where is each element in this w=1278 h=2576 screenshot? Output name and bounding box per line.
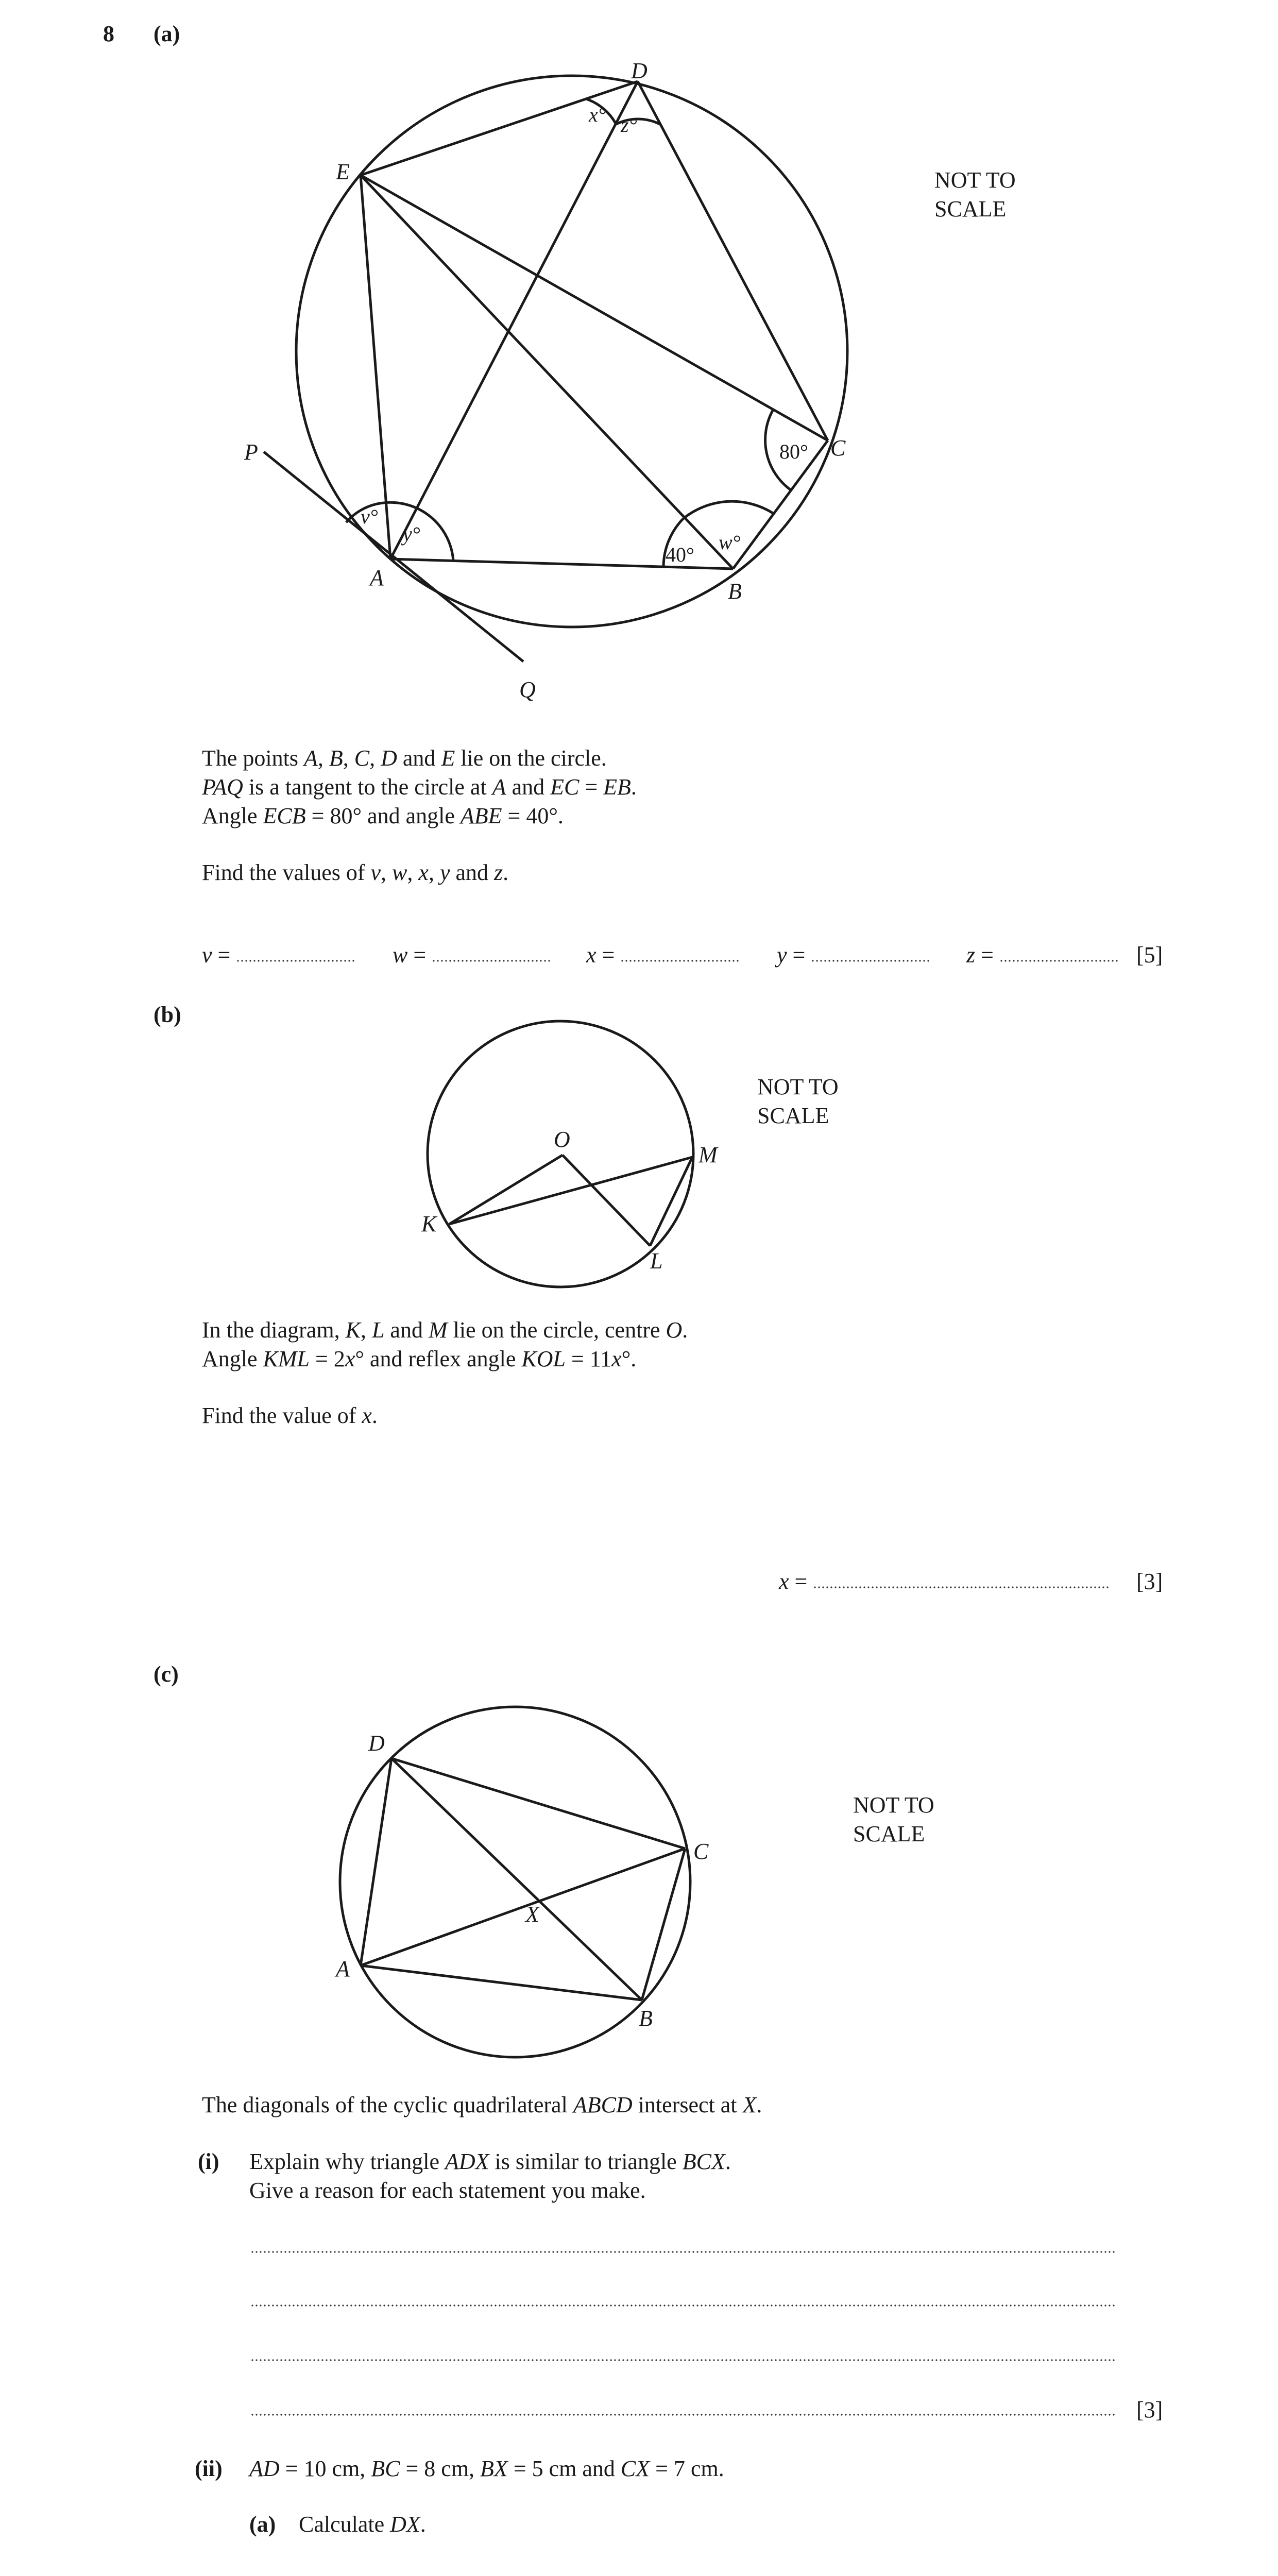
point-m: M (698, 1142, 718, 1167)
question-number: 8 (103, 21, 114, 46)
angle-w-label: w° (719, 531, 741, 554)
point-c-c: C (693, 1839, 709, 1864)
part-a-line3: Angle ECB = 80° and angle ABE = 40°. (202, 803, 564, 828)
angle-v-label: v° (361, 505, 378, 528)
point-p: P (244, 439, 258, 465)
part-c-i-label: (i) (198, 2149, 219, 2174)
point-b-c: B (639, 2006, 653, 2031)
part-c-ii-label: (ii) (195, 2456, 223, 2481)
part-b-marks: [3] (1136, 1569, 1163, 1594)
point-d: D (631, 58, 647, 83)
point-e: E (336, 159, 350, 184)
part-b-label: (b) (154, 1002, 181, 1027)
answer-line-c-i-1[interactable] (250, 2250, 1116, 2253)
point-o: O (554, 1127, 570, 1152)
part-a-marks: [5] (1136, 942, 1163, 968)
part-a-find: Find the values of v, w, x, y and z. (202, 860, 509, 885)
side-ab (361, 1965, 642, 2000)
part-b-find: Find the value of x. (202, 1403, 378, 1428)
part-a-line1: The points A, B, C, D and E lie on the circle. (202, 745, 607, 771)
answer-line-c-i-4[interactable] (250, 2413, 1116, 2416)
part-c-ii-given: AD = 10 cm, BC = 8 cm, BX = 5 cm and CX = 7 cm. (249, 2456, 724, 2481)
angle-y-label: y° (403, 522, 420, 546)
angle-80-label: 80° (779, 440, 808, 463)
part-b-line2: Angle KML = 2x° and reflex angle KOL = 11x°. (202, 1346, 637, 1371)
point-q: Q (519, 677, 536, 702)
angle-x-label: x° (589, 103, 606, 126)
answer-line-c-i-2[interactable] (250, 2304, 1116, 2307)
point-b: B (728, 579, 742, 604)
point-x-c: X (525, 1902, 539, 1927)
answer-v[interactable]: v = (202, 941, 354, 970)
answer-x[interactable]: x = (586, 941, 739, 970)
answer-y[interactable]: y = (777, 941, 929, 970)
part-c-ii-a-label: (a) (249, 2512, 276, 2537)
part-a-label: (a) (154, 21, 180, 46)
answer-w[interactable]: w = (393, 941, 550, 970)
point-d-c: D (368, 1731, 385, 1756)
side-dc (391, 1758, 685, 1849)
part-c-i-marks: [3] (1136, 2397, 1163, 2422)
diagonal-db (391, 1758, 642, 2000)
point-k: K (421, 1211, 437, 1236)
not-to-scale-c: NOT TO SCALE (853, 1792, 934, 1846)
part-c-i-line1: Explain why triangle ADX is similar to triangle BCX. (249, 2149, 731, 2174)
answer-line-c-i-3[interactable] (250, 2359, 1116, 2362)
point-c: C (830, 435, 846, 461)
part-c-i-line2: Give a reason for each statement you make. (249, 2178, 646, 2203)
point-a-c: A (336, 1956, 350, 1981)
not-to-scale-b: NOT TO SCALE (757, 1074, 839, 1128)
part-c-intro: The diagonals of the cyclic quadrilateral ABCD intersect at X. (202, 2092, 762, 2117)
part-c-ii-a-text: Calculate DX. (299, 2512, 426, 2537)
answer-b-x[interactable]: x = (779, 1567, 1110, 1596)
part-a-line2: PAQ is a tangent to the circle at A and EC = EB. (202, 774, 637, 800)
part-b-line1: In the diagram, K, L and M lie on the circle, centre O. (202, 1317, 688, 1343)
part-c-label: (c) (154, 1662, 179, 1687)
angle-40-label: 40° (666, 543, 694, 566)
point-a: A (370, 565, 384, 590)
diagonal-ac (361, 1849, 685, 1965)
point-l: L (650, 1248, 663, 1274)
not-to-scale-a: NOT TO SCALE (934, 167, 1016, 222)
angle-z-label: z° (621, 113, 637, 137)
answer-z[interactable]: z = (966, 941, 1118, 970)
